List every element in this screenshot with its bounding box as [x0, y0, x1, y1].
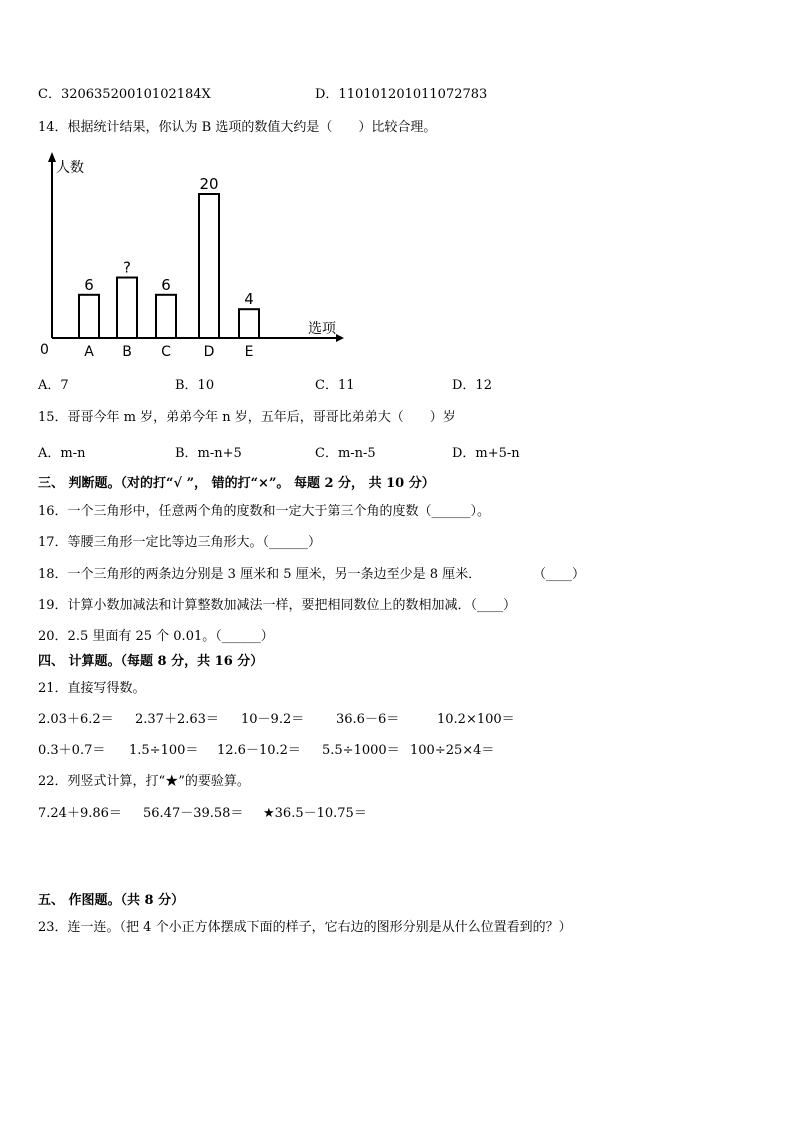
q14-option-a: A．7: [38, 378, 69, 393]
q18-stem: 18．一个三角形的两条边分别是 3 厘米和 5 厘米，另一条边至少是 8 厘米．: [38, 567, 482, 582]
q21-r1-c1: 2.03＋6.2＝: [38, 712, 114, 727]
origin-label: 0: [40, 342, 49, 358]
q21-stem: 21．直接写得数。: [38, 681, 146, 696]
q21-r2-c2: 1.5÷100＝: [129, 743, 199, 758]
x-axis-arrow: [336, 334, 344, 342]
q21-r1-c5: 10.2×100＝: [437, 712, 515, 727]
tick-label-B: B: [122, 344, 132, 360]
y-axis-label: 人数: [56, 160, 84, 176]
q21-r1-c2: 2.37＋2.63＝: [135, 712, 219, 727]
q21-r1-c3: 10－9.2＝: [241, 712, 305, 727]
q15-stem: 15．哥哥今年 m 岁，弟弟今年 n 岁，五年后，哥哥比弟弟大（ ）岁: [38, 410, 456, 425]
q20-text: 20．2.5 里面有 25 个 0.01。（______）: [38, 629, 274, 644]
q18-blank: （____）: [533, 567, 586, 582]
section5-title: 五、 作图题。（共 8 分）: [38, 893, 185, 908]
section3-title: 三、 判断题。（对的打“√ ”， 错的打“×”。 每题 2 分， 共 10 分）: [38, 476, 435, 491]
q21-r2-c1: 0.3＋0.7＝: [38, 743, 106, 758]
bar-D: [199, 194, 219, 338]
q22-stem: 22．列竖式计算，打“★”的要验算。: [38, 774, 250, 789]
y-axis-arrow: [48, 152, 56, 162]
chart-bars: [79, 194, 259, 338]
q15-option-c: C．m-n-5: [315, 446, 376, 461]
tick-label-C: C: [161, 344, 171, 360]
q14-stem: 14．根据统计结果，你认为 B 选项的数值大约是（ ）比较合理。: [38, 120, 437, 135]
data-label-E: 4: [244, 290, 254, 309]
bar-C: [156, 295, 176, 338]
q19-text: 19．计算小数加减法和计算整数加减法一样，要把相同数位上的数相加减．（____）: [38, 598, 517, 613]
q14-option-b: B．10: [175, 378, 215, 393]
tick-label-E: E: [244, 344, 254, 360]
q15-option-b: B．m-n+5: [175, 446, 242, 461]
q17-text: 17．等腰三角形一定比等边三角形大。（______）: [38, 535, 322, 550]
q13-option-d: D．110101201011072783: [315, 87, 488, 102]
data-label-A: 6: [84, 275, 94, 294]
q13-option-c: C．32063520010102184X: [38, 87, 211, 102]
bar-chart: [30, 148, 360, 363]
data-label-B: ?: [123, 258, 131, 277]
data-label-D: 20: [199, 175, 219, 193]
q15-option-d: D．m+5-n: [452, 446, 520, 461]
q22-item-2: 56.47－39.58＝: [143, 806, 244, 821]
data-label-C: 6: [161, 275, 171, 294]
q14-option-c: C．11: [315, 378, 355, 393]
bar-B: [117, 278, 137, 338]
q21-r1-c4: 36.6－6＝: [336, 712, 400, 727]
tick-label-D: D: [203, 344, 215, 360]
q21-r2-c3: 12.6－10.2＝: [217, 743, 301, 758]
q14-option-d: D．12: [452, 378, 492, 393]
q22-item-3: ★36.5－10.75＝: [263, 806, 367, 821]
section4-title: 四、 计算题。（每题 8 分，共 16 分）: [38, 654, 264, 669]
tick-label-A: A: [84, 344, 94, 360]
q16-text: 16．一个三角形中，任意两个角的度数和一定大于第三个角的度数（______）。: [38, 504, 491, 519]
q21-r2-c4: 5.5÷1000＝: [322, 743, 400, 758]
bar-A: [79, 295, 99, 338]
q21-r2-c5: 100÷25×4＝: [410, 743, 495, 758]
x-axis-label: 选项: [308, 321, 336, 337]
q23-text: 23．连一连。（把 4 个小正方体摆成下面的样子，它右边的图形分别是从什么位置看到的？）: [38, 920, 572, 935]
bar-E: [239, 309, 259, 338]
q15-option-a: A．m-n: [38, 446, 86, 461]
q22-item-1: 7.24＋9.86＝: [38, 806, 122, 821]
